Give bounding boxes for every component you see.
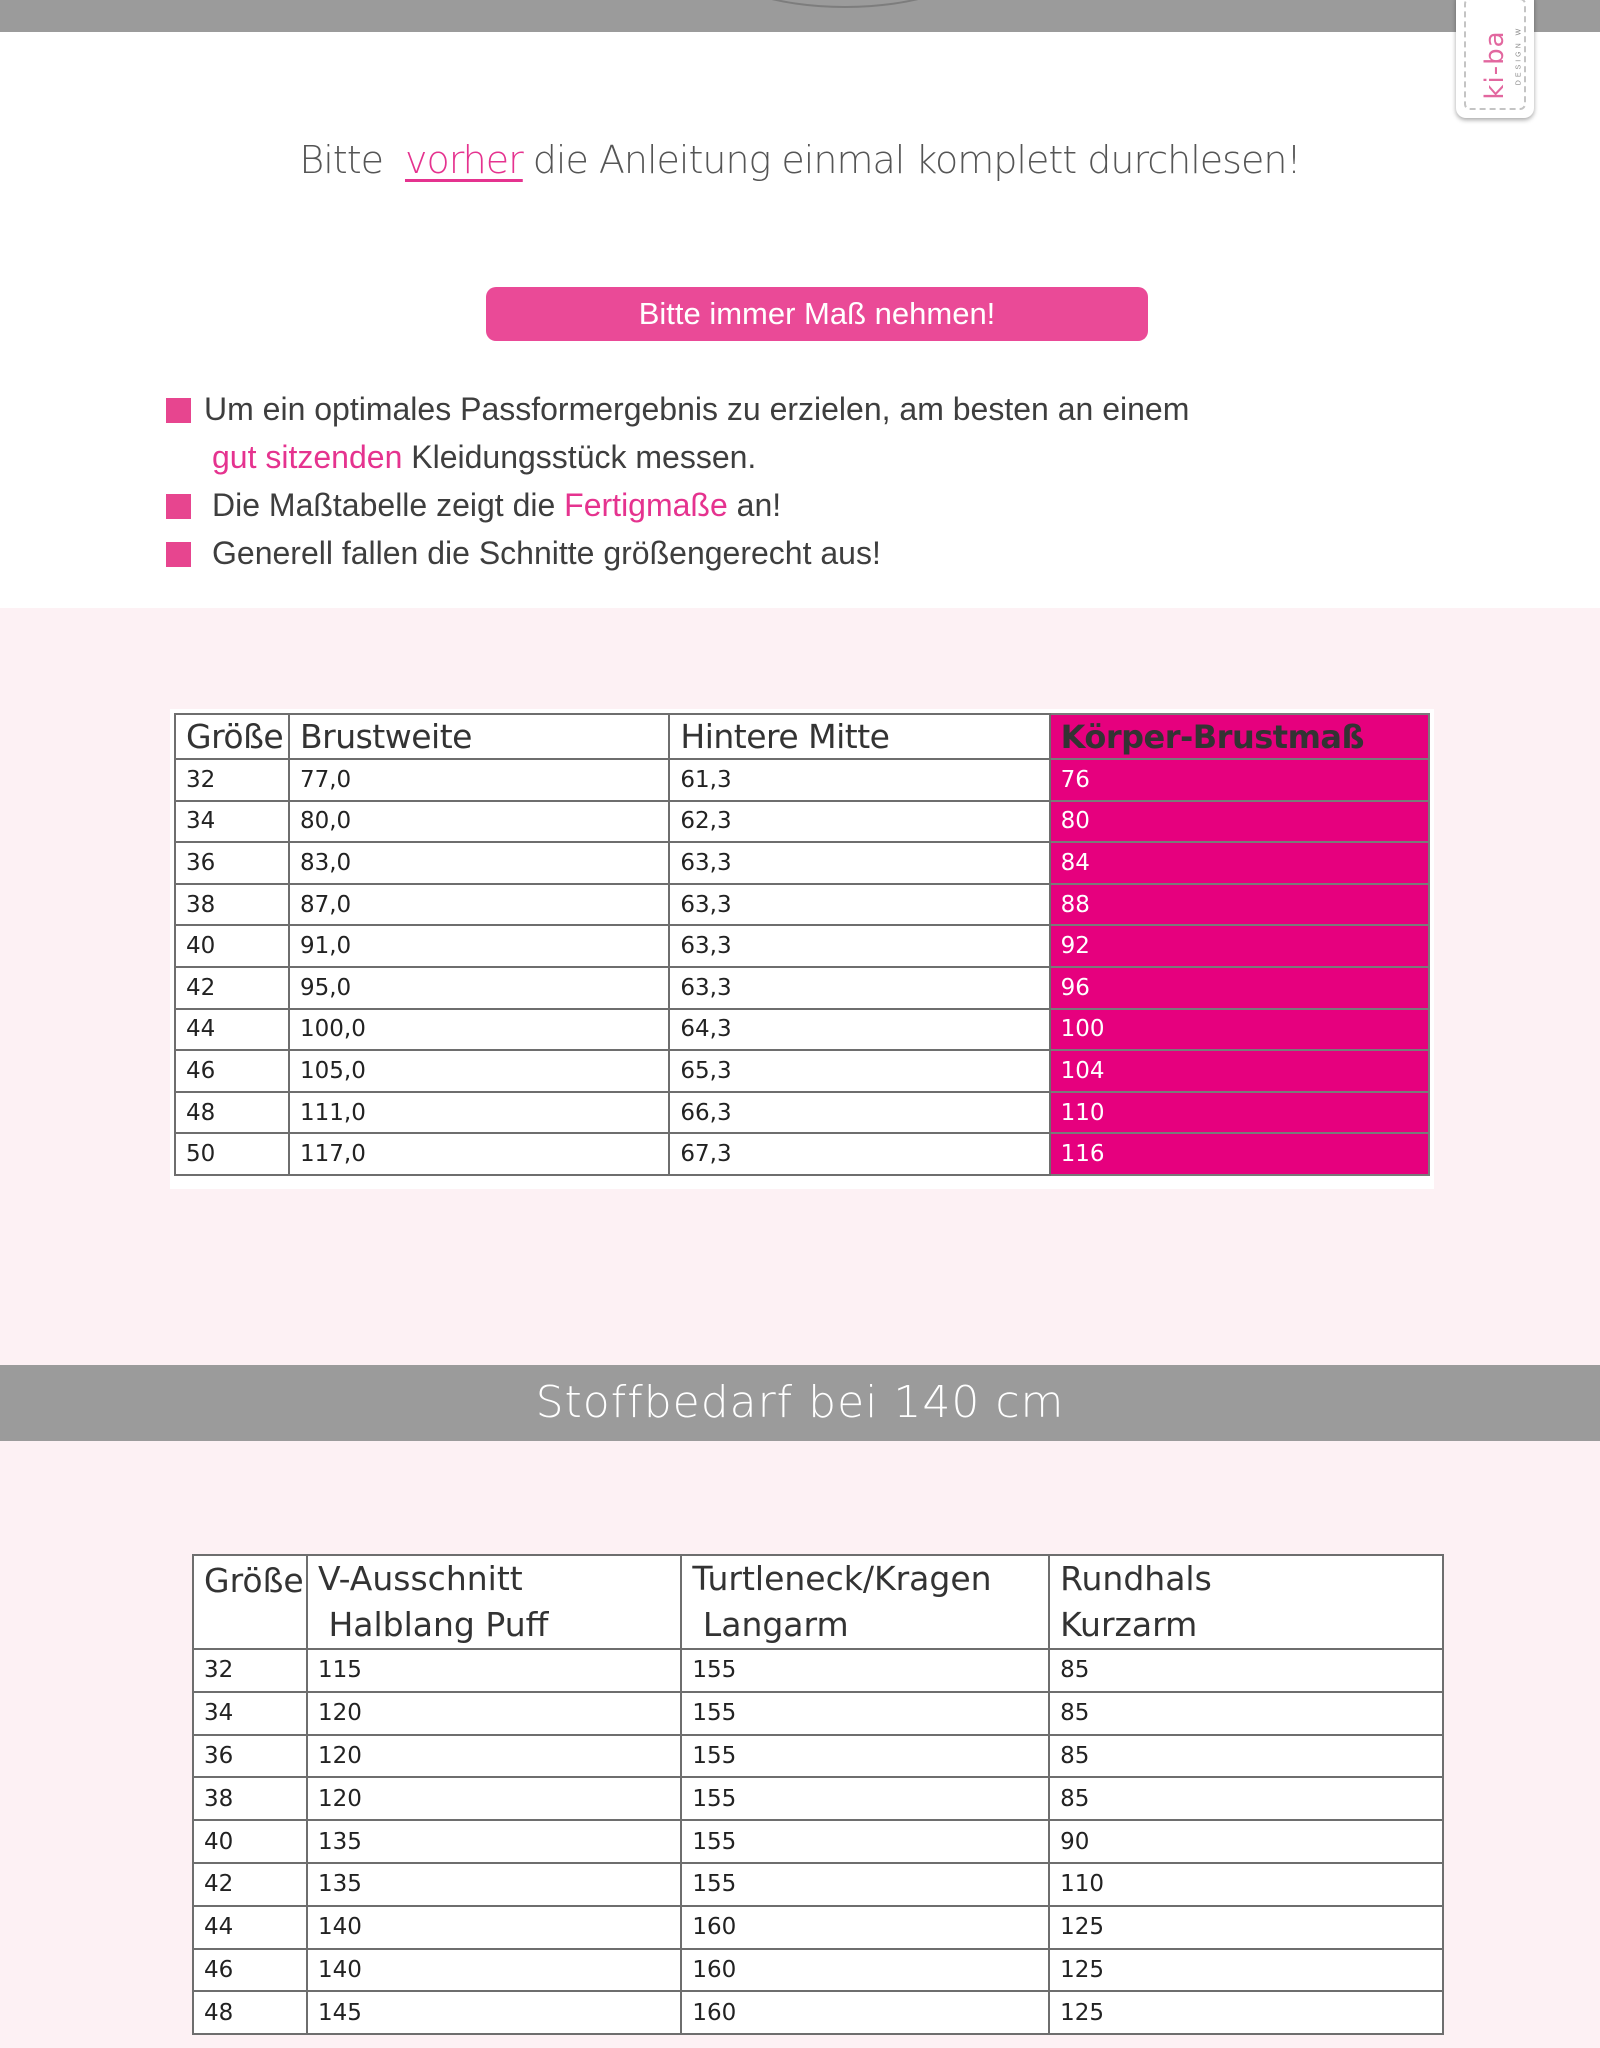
table-cell: 67,3 <box>669 1133 1049 1175</box>
table-cell: 90 <box>1049 1820 1443 1863</box>
size-table-header-cell: Brustweite <box>289 714 669 759</box>
table-cell: 155 <box>681 1863 1049 1906</box>
bullet-square-icon <box>166 542 191 567</box>
bullet-square-icon <box>166 398 191 423</box>
table-cell: 125 <box>1049 1949 1443 1992</box>
measure-banner: Bitte immer Maß nehmen! <box>486 287 1148 341</box>
bullet-item-1 <box>166 385 1366 433</box>
table-cell: 155 <box>681 1692 1049 1735</box>
table-cell: 65,3 <box>669 1050 1049 1092</box>
intro-highlight: vorher <box>404 138 523 182</box>
top-bar <box>0 0 1600 32</box>
table-cell: 34 <box>193 1692 307 1735</box>
table-row <box>193 1777 1443 1820</box>
bullet-2-pre: Die Maßtabelle zeigt die <box>212 487 565 523</box>
table-cell: 85 <box>1049 1649 1443 1692</box>
bullet-item-2 <box>166 481 1366 529</box>
brand-logo-tag <box>1456 0 1534 118</box>
table-cell: 96 <box>1050 967 1429 1009</box>
table-cell: 160 <box>681 1906 1049 1949</box>
table-row <box>175 1050 1429 1092</box>
bullet-1-highlight: gut sitzenden <box>212 439 403 475</box>
table-cell: 42 <box>193 1863 307 1906</box>
table-cell: 44 <box>193 1906 307 1949</box>
table-row <box>175 1009 1429 1051</box>
header-line: Rundhals <box>1060 1559 1212 1598</box>
table-cell: 111,0 <box>289 1092 669 1134</box>
fabric-table-header-row <box>193 1555 1443 1649</box>
table-cell: 66,3 <box>669 1092 1049 1134</box>
table-cell: 110 <box>1050 1092 1429 1134</box>
table-cell: 100,0 <box>289 1009 669 1051</box>
table-cell: 85 <box>1049 1777 1443 1820</box>
table-cell: 105,0 <box>289 1050 669 1092</box>
logo-subtext: DESIGN W <box>1515 25 1523 86</box>
table-cell: 77,0 <box>289 759 669 801</box>
fabric-section-title: Stoffbedarf bei 140 cm <box>0 1365 1600 1441</box>
size-table-header-row <box>175 714 1429 759</box>
table-cell: 50 <box>175 1133 289 1175</box>
bullet-item-3 <box>166 529 1366 577</box>
table-row <box>175 1092 1429 1134</box>
table-row <box>175 884 1429 926</box>
fabric-table-header-cell <box>681 1555 1049 1649</box>
table-cell: 135 <box>307 1863 681 1906</box>
table-cell: 38 <box>193 1777 307 1820</box>
bullet-1-text: Um ein optimales Passformergebnis zu erzielen, am besten an einem <box>204 391 1190 427</box>
table-cell: 140 <box>307 1949 681 1992</box>
table-cell: 36 <box>193 1735 307 1778</box>
header-line: Turtleneck/Kragen <box>692 1559 992 1598</box>
table-row <box>193 1692 1443 1735</box>
table-cell: 110 <box>1049 1863 1443 1906</box>
table-row <box>175 967 1429 1009</box>
table-cell: 34 <box>175 801 289 843</box>
table-row <box>175 801 1429 843</box>
table-row <box>175 759 1429 801</box>
table-row <box>193 1991 1443 2034</box>
table-cell: 115 <box>307 1649 681 1692</box>
header-line: Kurzarm <box>1060 1605 1198 1644</box>
table-cell: 32 <box>175 759 289 801</box>
header-line: Halblang Puff <box>317 1605 549 1644</box>
table-row <box>193 1863 1443 1906</box>
intro-text <box>0 138 1600 182</box>
table-cell: 83,0 <box>289 842 669 884</box>
table-cell: 44 <box>175 1009 289 1051</box>
intro-pre: Bitte <box>299 138 383 182</box>
table-cell: 63,3 <box>669 884 1049 926</box>
table-cell: 85 <box>1049 1692 1443 1735</box>
table-row <box>175 842 1429 884</box>
table-cell: 155 <box>681 1649 1049 1692</box>
bullet-2-post: an! <box>727 487 782 523</box>
table-cell: 155 <box>681 1777 1049 1820</box>
logo-text: ki-ba <box>1480 30 1510 100</box>
table-cell: 155 <box>681 1820 1049 1863</box>
size-table-header-cell: Körper-Brustmaß <box>1050 714 1429 759</box>
header-line: Größe <box>204 1561 304 1600</box>
fabric-table-header-cell <box>193 1555 307 1649</box>
table-cell: 140 <box>307 1906 681 1949</box>
table-row <box>193 1820 1443 1863</box>
table-cell: 95,0 <box>289 967 669 1009</box>
table-cell: 160 <box>681 1949 1049 1992</box>
table-cell: 135 <box>307 1820 681 1863</box>
table-row <box>175 1133 1429 1175</box>
table-row <box>193 1649 1443 1692</box>
table-cell: 63,3 <box>669 967 1049 1009</box>
table-cell: 61,3 <box>669 759 1049 801</box>
table-cell: 85 <box>1049 1735 1443 1778</box>
intro-post: die Anleitung einmal komplett durchlesen! <box>532 138 1301 182</box>
table-cell: 40 <box>175 925 289 967</box>
table-cell: 63,3 <box>669 925 1049 967</box>
table-cell: 120 <box>307 1777 681 1820</box>
header-line: Langarm <box>692 1605 849 1644</box>
table-cell: 155 <box>681 1735 1049 1778</box>
table-cell: 92 <box>1050 925 1429 967</box>
table-cell: 125 <box>1049 1991 1443 2034</box>
table-cell: 64,3 <box>669 1009 1049 1051</box>
bullet-2-highlight: Fertigmaße <box>564 487 728 523</box>
size-table <box>174 713 1430 1176</box>
table-cell: 88 <box>1050 884 1429 926</box>
bullet-square-icon <box>166 494 191 519</box>
table-cell: 48 <box>175 1092 289 1134</box>
table-cell: 32 <box>193 1649 307 1692</box>
table-row <box>193 1906 1443 1949</box>
table-cell: 40 <box>193 1820 307 1863</box>
fabric-table-header-cell <box>1049 1555 1443 1649</box>
table-cell: 84 <box>1050 842 1429 884</box>
table-cell: 87,0 <box>289 884 669 926</box>
size-table-header-cell: Hintere Mitte <box>669 714 1049 759</box>
bullet-1-rest: Kleidungsstück messen. <box>402 439 757 475</box>
table-cell: 117,0 <box>289 1133 669 1175</box>
table-cell: 116 <box>1050 1133 1429 1175</box>
table-cell: 36 <box>175 842 289 884</box>
table-row <box>175 925 1429 967</box>
size-table-header-cell: Größe <box>175 714 289 759</box>
table-cell: 80,0 <box>289 801 669 843</box>
table-cell: 46 <box>175 1050 289 1092</box>
table-cell: 76 <box>1050 759 1429 801</box>
bullet-item-1-cont <box>166 433 1366 481</box>
table-cell: 160 <box>681 1991 1049 2034</box>
table-cell: 100 <box>1050 1009 1429 1051</box>
table-cell: 91,0 <box>289 925 669 967</box>
table-cell: 120 <box>307 1692 681 1735</box>
table-cell: 104 <box>1050 1050 1429 1092</box>
table-cell: 38 <box>175 884 289 926</box>
table-cell: 62,3 <box>669 801 1049 843</box>
fabric-table <box>192 1554 1444 2035</box>
table-cell: 120 <box>307 1735 681 1778</box>
table-cell: 63,3 <box>669 842 1049 884</box>
bullet-3-text: Generell fallen die Schnitte größengerecht aus! <box>212 535 881 571</box>
table-cell: 46 <box>193 1949 307 1992</box>
table-row <box>193 1949 1443 1992</box>
table-row <box>193 1735 1443 1778</box>
header-line: V-Ausschnitt <box>317 1559 523 1598</box>
bullet-list <box>166 385 1366 577</box>
fabric-table-header-cell <box>307 1555 681 1649</box>
table-cell: 80 <box>1050 801 1429 843</box>
table-cell: 125 <box>1049 1906 1443 1949</box>
table-cell: 48 <box>193 1991 307 2034</box>
table-cell: 42 <box>175 967 289 1009</box>
table-cell: 145 <box>307 1991 681 2034</box>
